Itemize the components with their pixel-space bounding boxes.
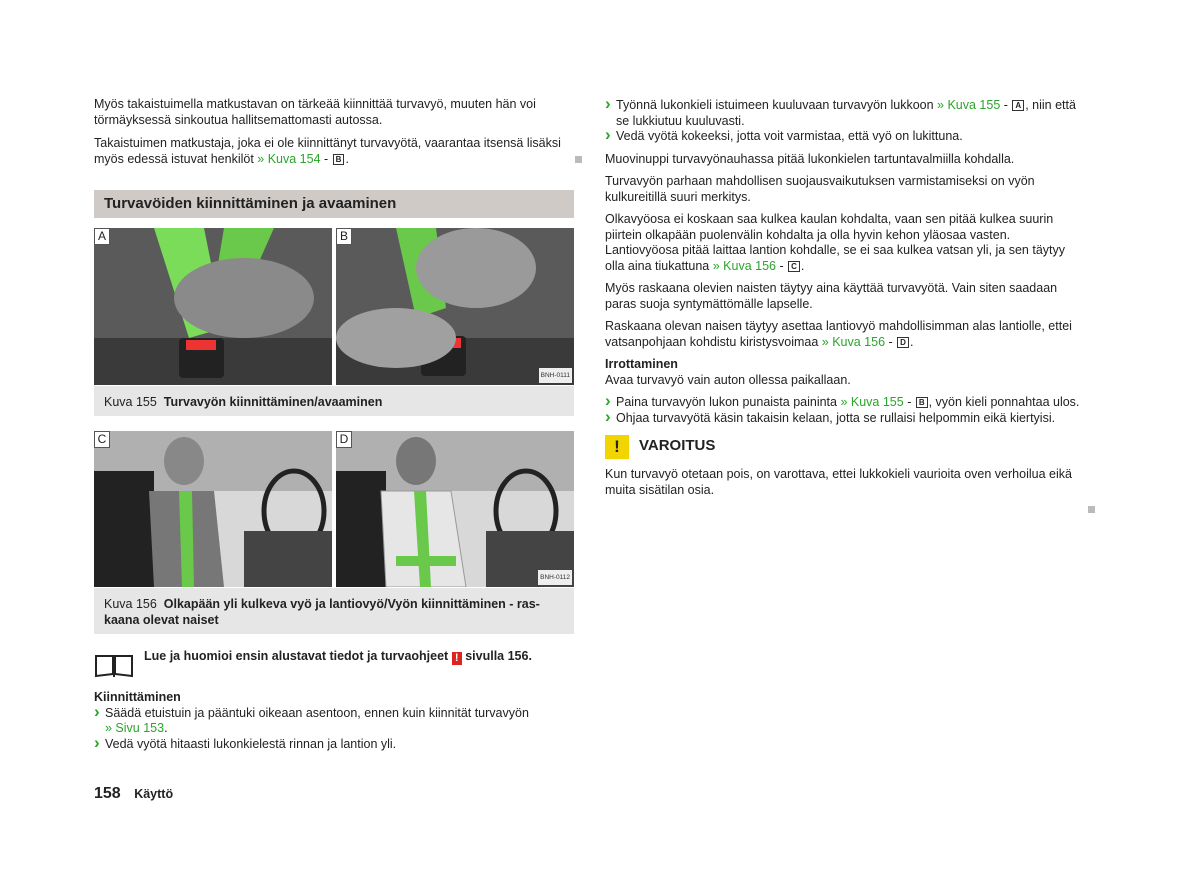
intro-paragraph: Myös takaistuimella matkustavan on tärkeää kiinnittää turvavyö, muuten hän voi törmäyksessä sinkoutua hallitsemattomasti autossa. [94, 97, 536, 127]
chapter-name: Käyttö [134, 787, 174, 801]
list-item: › Ohjaa turvavyötä käsin takaisin kelaan, jotta se rullaisi helpommin eikä kiertyisi. [605, 411, 1085, 427]
book-icon [94, 652, 134, 678]
figure-letter: B [916, 397, 928, 408]
figure-link[interactable]: » Kuva 155 [840, 395, 904, 409]
figure-code: BNH-0112 [538, 570, 572, 586]
seatbelt-release-illustration [336, 228, 574, 385]
figure-156-image-d [336, 431, 574, 587]
figure-letter: B [333, 154, 345, 165]
figure-155-image-b [336, 228, 574, 385]
figure-156-image-c [94, 431, 332, 587]
safety-notice: Lue ja huomioi ensin alustavat tiedot ja turvaohjeet ! sivulla 156. [144, 649, 532, 664]
right-column [605, 98, 1085, 498]
figure-155-image-a [94, 228, 332, 385]
figure-link[interactable]: » Kuva 154 [257, 151, 321, 166]
figure-letter: C [788, 261, 800, 272]
page-number: 158 [94, 785, 121, 802]
figure-label-b: B [336, 228, 352, 245]
warning-text: Kun turvavyö otetaan pois, on varottava, ettei lukkokieli vaurioita oven verhoilua eikä muita sisätilan osia. [605, 467, 1072, 497]
page-footer [94, 786, 173, 803]
figure-link[interactable]: » Kuva 156 [821, 334, 886, 349]
paragraph: Avaa turvavyö vain auton ollessa paikallaan. [605, 372, 851, 387]
figure-letter: D [897, 337, 909, 348]
figure-link[interactable]: » Kuva 156 [712, 258, 776, 273]
paragraph: Turvavyön parhaan mahdollisen suojausvaikutuksen varmistamiseksi on vyön kulkureitillä suuri merkitys. [605, 174, 1035, 204]
figure-code: BNH-0111 [539, 368, 572, 384]
fastening-section [94, 690, 574, 752]
figure-letter: A [1012, 100, 1024, 111]
list-item: › Säädä etuistuin ja pääntuki oikeaan asentoon, ennen kuin kiinnität turvavyön » Sivu 153. [94, 706, 574, 737]
list-item: › Paina turvavyön lukon punaista painintа » Kuva 155 - B , vyön kieli ponnahtaa ulos. [605, 395, 1085, 411]
section-end-marker [1088, 506, 1095, 513]
paragraph: Myös raskaana olevien naisten täytyy aina käyttää turvavyötä. Vain siten saadaan paras suoja syntymättömälle lapselle. [605, 281, 1058, 311]
paragraph: Raskaana olevan naisen täytyy asettaa lantiovyö mahdollisimman alas lantiolle, ettei vatsanpohjaan kohdistu kiristysvoimaa » Kuva 156 - D . [605, 319, 1072, 349]
pregnant-driver-seatbelt-illustration [336, 431, 574, 587]
figure-link[interactable]: » Kuva 155 [937, 98, 1001, 112]
paragraph: Olkavyöosa ei koskaan saa kulkea kaulan kohdalta, vaan sen pitää kulkea suurin piirtein olkapään puolenvälin kohdalta ja olla hyvin kehon yläosaa vasten. Lantiovyöosa pitää laittaa lantion kohdalle, se ei saa kulkea vatsan yli, ja sen täytyy olla aina tiukattuna » Kuva 156 - C . [605, 212, 1065, 273]
section-end-marker [575, 156, 582, 163]
rear-passenger-paragraph: Takaistuimen matkustaja, joka ei ole kiinnittänyt turvavyötä, vaarantaa itsensä lisäksi myös edessä istuvat henkilöt » Kuva 154 - B . [94, 136, 561, 166]
warning-sign-icon: ! [452, 652, 462, 665]
left-column [94, 97, 574, 167]
page-link[interactable]: » Sivu 153 [105, 721, 165, 735]
subheading: Irrottaminen [605, 357, 678, 371]
list-item: › Työnnä lukonkieli istuimeen kuuluvaan turvavyön lukkoon » Kuva 155 - A , niin että se lukkiutuu kuuluvasti. [605, 98, 1085, 129]
warning-icon: ! [605, 435, 629, 459]
subheading: Kiinnittäminen [94, 690, 181, 704]
driver-seatbelt-illustration [94, 431, 332, 587]
warning-title: VAROITUS [639, 437, 716, 454]
paragraph: Muovinuppi turvavyönauhassa pitää lukonkielen tartuntavalmiilla kohdalla. [605, 151, 1015, 166]
seatbelt-buckle-illustration [94, 228, 332, 385]
figure-label-a: A [94, 228, 110, 245]
section-heading: Turvavöiden kiinnittäminen ja avaaminen [94, 190, 574, 218]
list-item: › Vedä vyötä hitaasti lukonkielestä rinnan ja lantion yli. [94, 737, 574, 753]
list-item: › Vedä vyötä kokeeksi, jotta voit varmistaa, että vyö on lukittuna. [605, 129, 1085, 145]
figure-label-d: D [336, 431, 352, 448]
warning-header [605, 435, 1085, 461]
figure-155-caption: Kuva 155 Turvavyön kiinnittäminen/avaaminen [94, 386, 574, 416]
figure-156-caption: Kuva 156 Olkapään yli kulkeva vyö ja lantiovyö/Vyön kiinnittäminen - ras- kaana olevat naiset [94, 588, 574, 634]
figure-label-c: C [94, 431, 110, 448]
